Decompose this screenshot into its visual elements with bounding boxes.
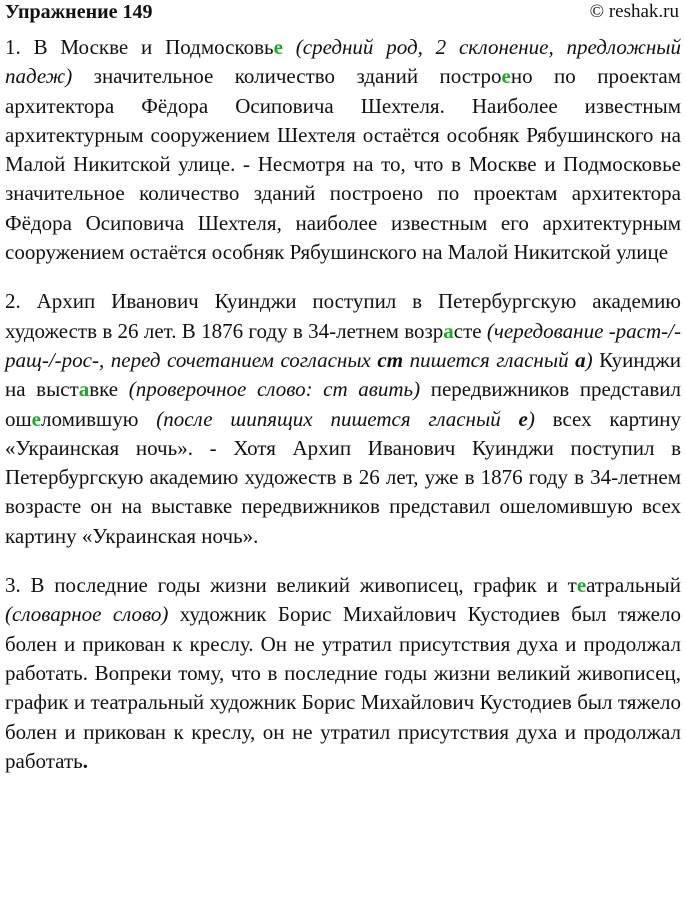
italic-comment: (словарное слово) — [5, 602, 169, 627]
highlighted-letter: е — [31, 406, 41, 431]
text-segment: вке — [89, 377, 129, 402]
highlighted-letter: е — [273, 35, 283, 59]
italic-comment: ) — [585, 347, 593, 372]
exercise-content — [0, 30, 685, 776]
text-segment: передвижников представил ош — [5, 377, 681, 431]
text-segment: художник Борис Михайлович Кустодиев был тяжело болен и прикован к креслу. Он не утратил присутствия духа и продолжал работать. Вопреки тому, что в последние годы жизни великий живописец, график и театральный художник Борис Михайлович Кустодиев был тяжело болен и прикован к креслу, он не утратил присутствия духа и продолжал работать — [5, 602, 681, 773]
text-segment: ломившую — [41, 406, 157, 431]
highlighted-letter: а — [443, 318, 454, 343]
answer-paragraph-1 — [5, 33, 681, 267]
exercise-title: Упражнение 149 — [5, 1, 153, 23]
text-segment: всех картину «Украинская ночь». - Хотя Архип Иванович Куинджи поступил в Петербургскую академию художеств в 26 лет, уже в 1876 году в 34-летнем возрасте он на выставке передвижников представил ошеломившую всех картину «Украинская ночь». — [5, 406, 681, 548]
answer-paragraph-3 — [5, 571, 681, 776]
text-segment — [283, 35, 296, 59]
text-segment: 3. В последние годы жизни великий живописец, график и т — [5, 573, 577, 598]
italic-comment: (средний род, 2 склонение, предложный падеж) — [5, 35, 681, 89]
italic-comment: (проверочное слово: ст авить) — [128, 377, 421, 402]
text-segment: Куинджи на выст — [5, 347, 682, 402]
copyright-label: © reshak.ru — [589, 1, 679, 22]
text-segment: значительное количество зданий постро — [72, 64, 502, 89]
italic-comment: пишется гласный — [403, 347, 576, 372]
highlighted-letter: е — [501, 64, 511, 89]
page-header — [0, 0, 685, 30]
text-segment: атральный — [586, 573, 681, 598]
bold-text: . — [82, 748, 88, 773]
bold-italic-letter: е — [518, 406, 528, 431]
answer-paragraph-2 — [5, 287, 681, 551]
italic-comment: (после шипящих пишется гласный — [156, 406, 519, 431]
text-segment: 1. В Москве и Подмосковь — [5, 35, 274, 59]
text-segment: но по проектам архитектора Фёдора Осиповича Шехтеля. Наиболее известным архитектурным сооружением Шехтеля остаётся особняк Рябушинского на Малой Никитской улице. - Несмотря на то, что в Москве и Подмосковье значительное количество зданий построено по проектам архитектора Фёдора Осиповича Шехтеля, наиболее известным его архитектурным сооружением остаётся особняк Рябушинского на Малой Никитской улице — [5, 64, 682, 265]
highlighted-letter: а — [78, 377, 90, 402]
bold-italic-letter: ст — [377, 347, 404, 372]
bold-italic-letter: а — [575, 347, 586, 372]
italic-comment: (чередование -раст-/-ращ-/-рос-, перед сочетанием согласных — [5, 318, 681, 372]
highlighted-letter: е — [576, 573, 587, 598]
text-segment: сте — [453, 318, 487, 343]
text-segment: 2. Архип Иванович Куинджи поступил в Петербургскую академию художеств в 26 лет. В 1876 году в 34-летнем возр — [5, 289, 681, 343]
italic-comment: ) — [527, 406, 535, 431]
